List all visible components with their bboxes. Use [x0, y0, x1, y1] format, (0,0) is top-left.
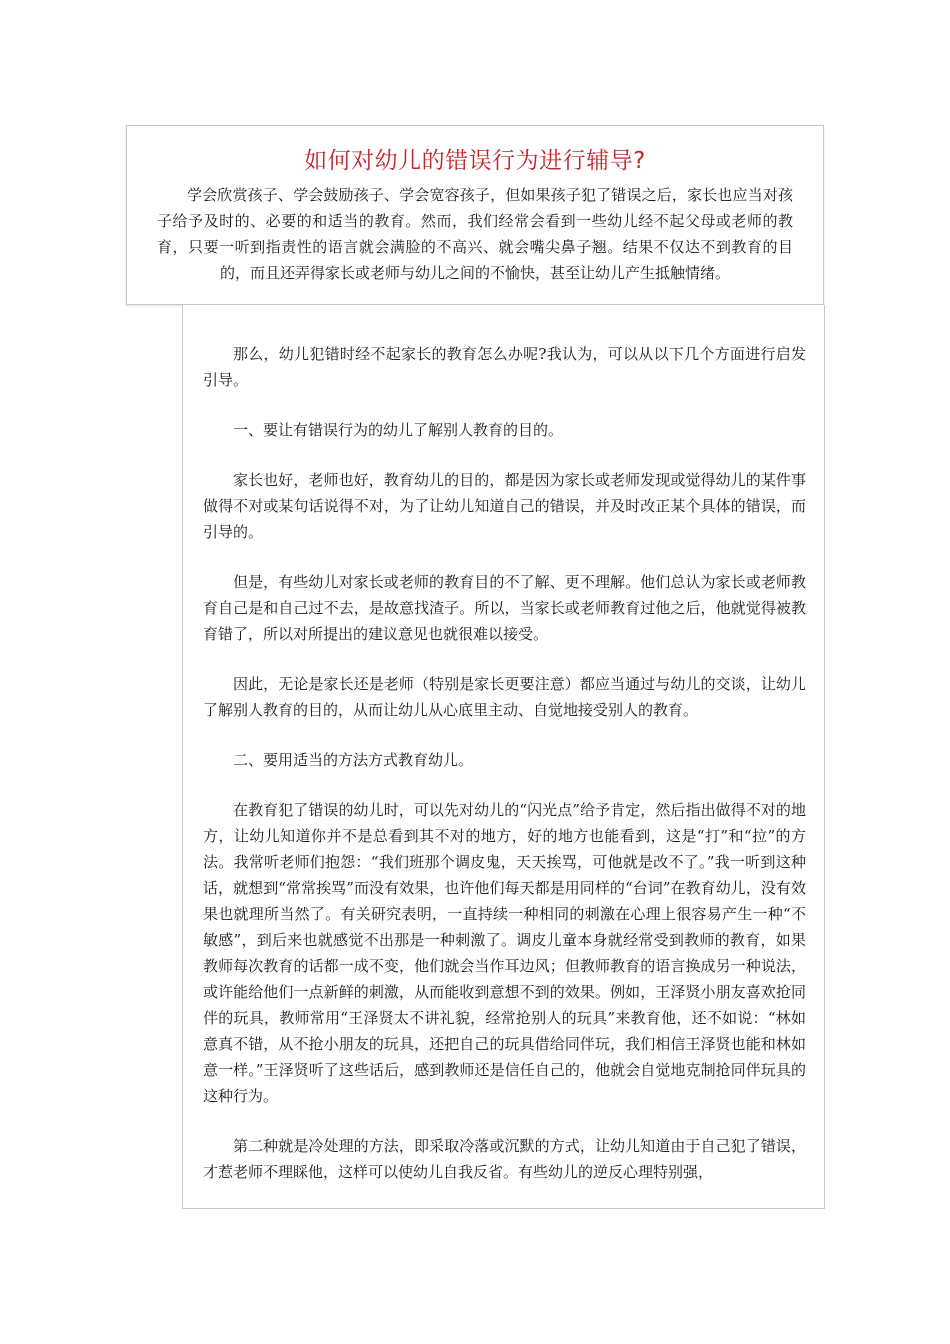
section-heading-1: 一、要让有错误行为的幼儿了解别人教育的目的。: [233, 421, 564, 439]
paragraph-6: 第二种就是冷处理的方法，即采取冷落或沉默的方式，让幼儿知道由于自己犯了错误，才惹老师不理睬他，这样可以使幼儿自我反省。有些幼儿的逆反心理特别强，: [203, 1137, 806, 1181]
intro-box: [126, 125, 824, 305]
paragraph-4: 因此，无论是家长还是老师（特别是家长更要注意）都应当通过与幼儿的交谈，让幼儿了解别人教育的目的，从而让幼儿从心底里主动、自觉地接受别人的教育。: [203, 675, 806, 719]
article-content: [183, 305, 824, 1185]
section-heading-2: 二、要用适当的方法方式教育幼儿。: [233, 751, 474, 769]
page-title: 如何对幼儿的错误行为进行辅导?: [304, 148, 646, 174]
paragraph-5: 在教育犯了错误的幼儿时，可以先对幼儿的“闪光点”给予肯定，然后指出做得不对的地方，让幼儿知道你并不是总看到其不对的地方，好的地方也能看到，这是“打”和“拉”的方法。我常听老师们抱怨：“我们班那个调皮鬼，天天挨骂，可他就是改不了。”我一听到这种话，就想到“常常挨骂”而没有效果，也许他们每天都是用同样的“台词”在教育幼儿，没有效果也就理所当然了。有关研究表明，一直持续一种相同的刺激在心理上很容易产生一种“不敏感”，到后来也就感觉不出那是一种刺激了。调皮儿童本身就经常受到教师的教育，如果教师每次教育的话都一成不变，他们就会当作耳边风；但教师教育的语言换成另一种说法，或许能给他们一点新鲜的刺激，从而能收到意想不到的效果。例如，王泽贤小朋友喜欢抢同伴的玩具，教师常用“王泽贤太不讲礼貌，经常抢别人的玩具”来教育他，还不如说：“林如意真不错，从不抢小朋友的玩具，还把自己的玩具借给同伴玩，我们相信王泽贤也能和林如意一样。”王泽贤听了这些话后，感到教师还是信任自己的，他就会自觉地克制抢同伴玩具的这种行为。: [203, 801, 806, 1105]
intro-paragraph: 学会欣赏孩子、学会鼓励孩子、学会宽容孩子，但如果孩子犯了错误之后，家长也应当对孩子给予及时的、必要的和适当的教育。然而，我们经常会看到一些幼儿经不起父母或老师的教育，只要一听到指责性的语言就会满脸的不高兴、就会嘴尖鼻子翘。结果不仅达不到教育的目的，而且还弄得家长或老师与幼儿之间的不愉快，甚至让幼儿产生抵触情绪。: [157, 186, 793, 282]
paragraph-2: 家长也好，老师也好，教育幼儿的目的，都是因为家长或老师发现或觉得幼儿的某件事做得不对或某句话说得不对，为了让幼儿知道自己的错误，并及时改正某个具体的错误，而引导的。: [203, 471, 806, 541]
paragraph-3: 但是，有些幼儿对家长或老师的教育目的不了解、更不理解。他们总认为家长或老师教育自己是和自己过不去，是故意找渣子。所以，当家长或老师教育过他之后，他就觉得被教育错了，所以对所提出的建议意见也就很难以接受。: [203, 573, 806, 643]
article-body: [182, 305, 825, 1209]
paragraph-1: 那么，幼儿犯错时经不起家长的教育怎么办呢?我认为，可以从以下几个方面进行启发引导。: [203, 345, 806, 389]
